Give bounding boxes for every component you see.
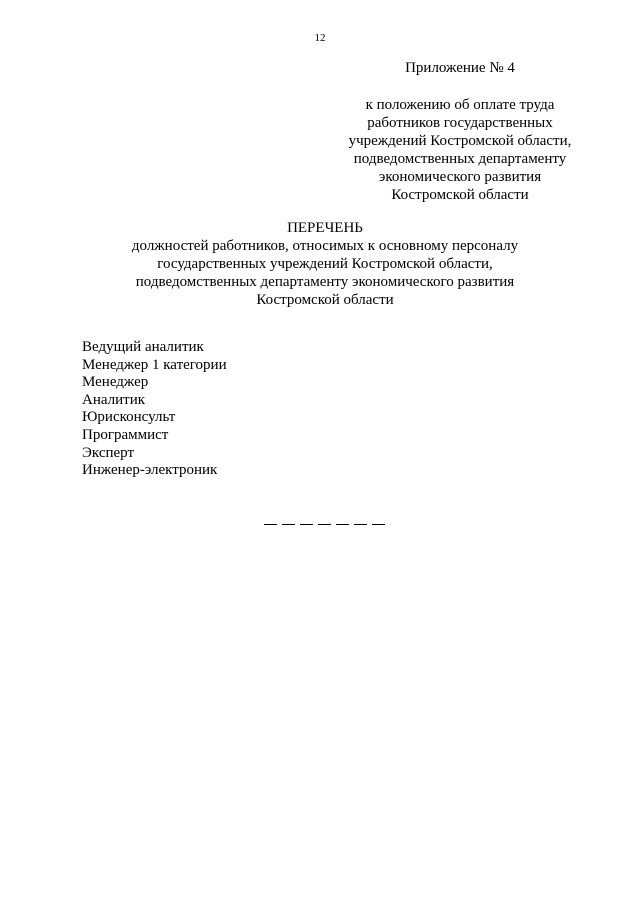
- page-number: 12: [314, 32, 326, 44]
- position-item: Юрисконсульт: [82, 409, 176, 426]
- end-of-document-line: [264, 524, 386, 525]
- document-description-line: государственных учреждений Костромской области,: [157, 256, 493, 272]
- document-heading: ПЕРЕЧЕНЬ: [287, 220, 363, 236]
- position-item: Менеджер: [82, 374, 149, 391]
- positions-list: [82, 339, 227, 480]
- position-item: Менеджер 1 категории: [82, 356, 227, 373]
- appendix-subtitle-line: Костромской области: [391, 187, 529, 203]
- position-item: Эксперт: [82, 444, 135, 461]
- position-item: Аналитик: [82, 391, 146, 408]
- document-description-line: подведомственных департаменту экономического развития: [135, 274, 515, 290]
- position-item: Программист: [82, 426, 169, 443]
- appendix-subtitle-line: учреждений Костромской области,: [348, 133, 572, 149]
- appendix-subtitle-line: работников государственных: [367, 115, 553, 131]
- appendix-title: Приложение № 4: [405, 60, 515, 76]
- position-item: Ведущий аналитик: [82, 339, 204, 355]
- document-description-line: Костромской области: [256, 292, 394, 308]
- position-item: Инженер-электроник: [82, 462, 218, 479]
- appendix-subtitle-line: подведомственных департаменту: [353, 151, 567, 167]
- document-description: [0, 237, 640, 309]
- appendix-subtitle-line: к положению об оплате труда: [365, 97, 555, 113]
- appendix-subtitle: [330, 96, 590, 204]
- document-description-line: должностей работников, относимых к основному персоналу: [131, 238, 519, 254]
- appendix-subtitle-line: экономического развития: [378, 169, 542, 185]
